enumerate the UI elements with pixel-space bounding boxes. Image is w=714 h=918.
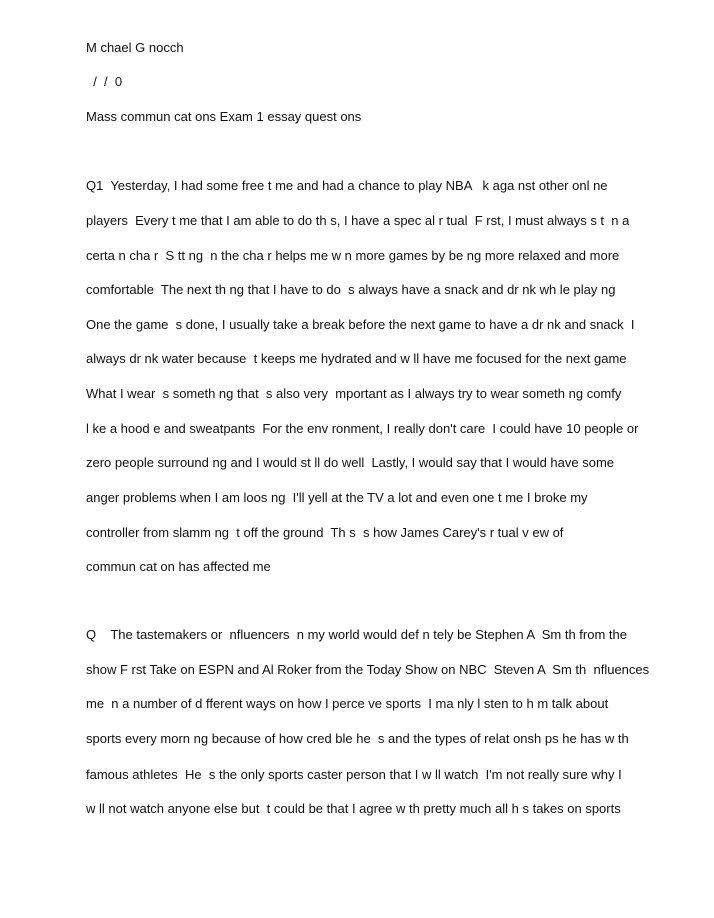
author-name: M chael G nocch: [86, 40, 184, 55]
text-line: zero people surround ng and I would st ll do well Lastly, I would say that I would have some: [86, 455, 614, 470]
text-line: controller from slamm ng t off the ground Th s s how James Carey's r tual v ew of: [86, 525, 564, 540]
text-line: sports every morn ng because of how cred ble he s and the types of relat onsh ps he has w th: [86, 731, 629, 746]
text-line: commun cat on has affected me: [86, 559, 271, 574]
text-line: always dr nk water because t keeps me hydrated and w ll have me focused for the next game: [86, 351, 627, 366]
text-line: me n a number of d fferent ways on how I perce ve sports I ma nly l sten to h m talk about: [86, 696, 609, 711]
document-title: Mass commun cat ons Exam 1 essay quest ons: [86, 109, 362, 124]
text-line: Q The tastemakers or nfluencers n my world would def n tely be Stephen A Sm th from the: [86, 627, 627, 642]
text-line: certa n cha r S tt ng n the cha r helps me w n more games by be ng more relaxed and more: [86, 248, 620, 263]
text-line: comfortable The next th ng that I have to do s always have a snack and dr nk wh le play ng: [86, 282, 616, 297]
text-line: players Every t me that I am able to do th s, I have a spec al r tual F rst, I must always s t n a: [86, 213, 630, 228]
text-line: One the game s done, I usually take a break before the next game to have a dr nk and snack I: [86, 317, 635, 332]
text-line: l ke a hood e and sweatpants For the env ronment, I really don't care I could have 10 people or: [86, 421, 639, 436]
date-line: / / 0: [86, 74, 123, 89]
text-line: anger problems when I am loos ng I'll yell at the TV a lot and even one t me I broke my: [86, 490, 588, 505]
text-line: Q1 Yesterday, I had some free t me and had a chance to play NBA k aga nst other onl ne: [86, 178, 608, 193]
text-line: What I wear s someth ng that s also very mportant as I always try to wear someth ng comfy: [86, 386, 622, 401]
text-line: famous athletes He s the only sports caster person that I w ll watch I'm not really sure why I: [86, 767, 622, 782]
text-line: w ll not watch anyone else but t could be that I agree w th pretty much all h s takes on sports: [86, 801, 621, 816]
text-line: show F rst Take on ESPN and Al Roker from the Today Show on NBC Steven A Sm th nfluences: [86, 662, 650, 677]
